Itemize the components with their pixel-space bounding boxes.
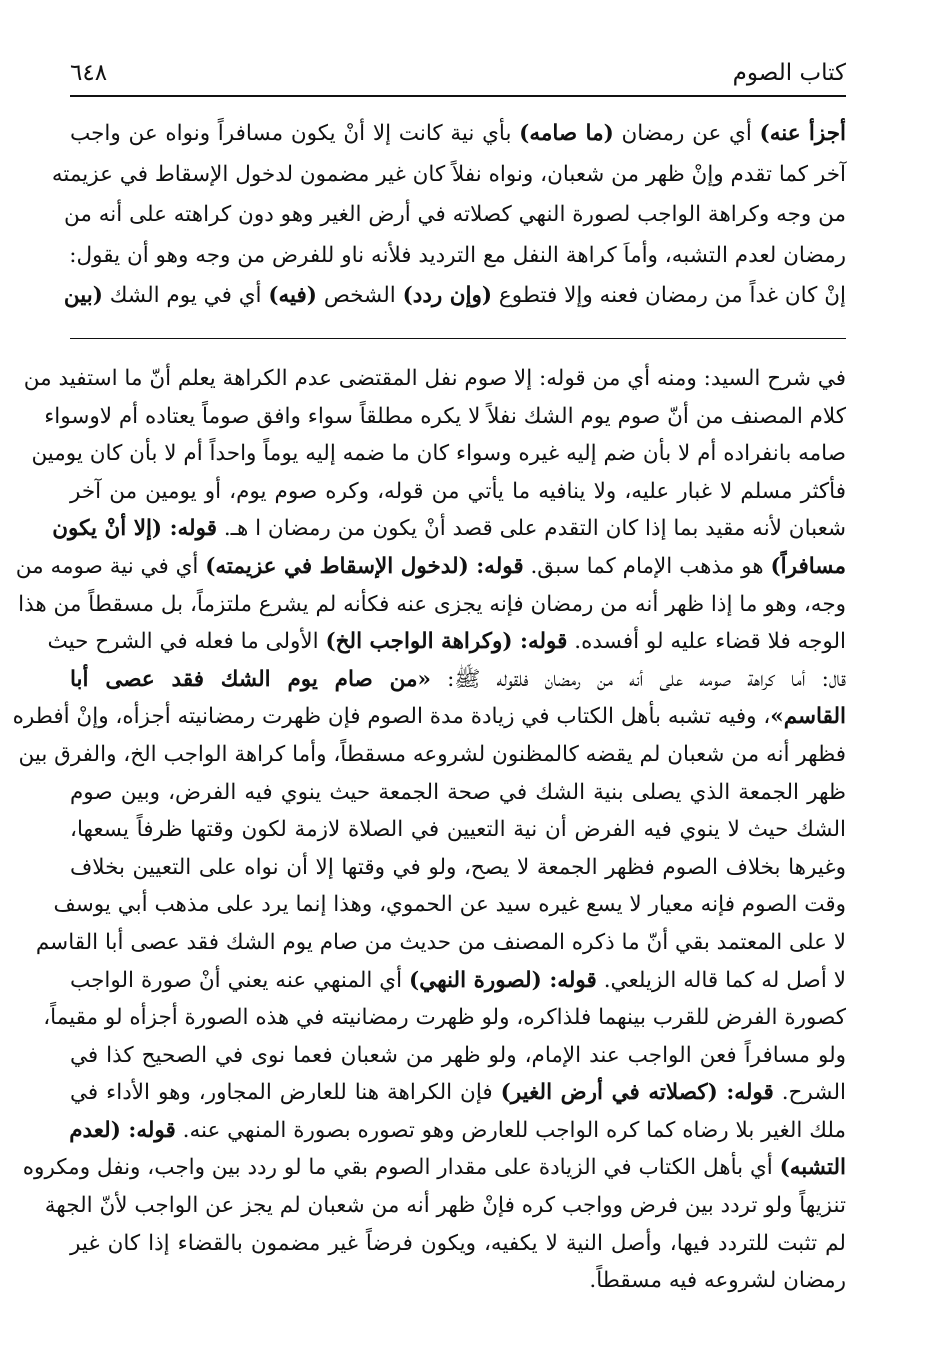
- bold-segment: (ما صامه): [519, 121, 614, 146]
- commentary-line: [44, 398, 846, 436]
- commentary-line: [70, 962, 846, 1000]
- text-segment: فظهر أنه من شعبان لم يقضه كالمظنون لشروعه مسقطاً، وأما كراهة الواجب الخ، والفرق بين: [18, 741, 846, 767]
- bold-segment: قوله: (لدخول الإسقاط في عزيمته): [205, 553, 524, 579]
- bold-segment: قوله: (إلا أنْ يكون: [52, 516, 217, 542]
- text-segment: رمضان لعدم التشبه، وأماَ كراهة النفل مع الترديد فلأنه ناو للفرض من وجه وهو أن يقول:: [69, 242, 846, 268]
- text-segment: أي المنهي عنه يعني أنْ صورة الواجب: [70, 967, 410, 993]
- text-segment: الشك حيث لا ينوي فيه الفرض أن نية التعيين في الصلاة لازمة لكون وقتها ظرفاً يسعها،: [70, 817, 846, 843]
- text-segment: هو مذهب الإمام كما سبق.: [523, 553, 771, 579]
- text-segment: تنزيهاً ولو تردد بين فرض وواجب كره فإنْ ظهر أنه من شعبان لم يجز عن الواجب لأنّ الجهة: [44, 1193, 846, 1219]
- text-segment: أي في يوم الشك: [102, 283, 269, 308]
- text-segment: وقت الصوم فإنه معيار لا يسع غيره سيد عن الحموي، وهذا إنما يرد على مذهب أبي يوسف: [53, 892, 846, 918]
- text-segment: فإن الكراهة هنا للعارض المجاور، وهو الأداء في: [70, 1080, 501, 1106]
- commentary-line: [53, 886, 846, 924]
- bold-segment: قوله: (لعدم: [69, 1117, 176, 1143]
- text-segment: إنْ كان غداً من رمضان فعنه وإلا فتطوع: [492, 283, 846, 308]
- bold-segment: قوله: (لصورة النهي): [409, 967, 597, 993]
- commentary-line: [70, 1112, 846, 1150]
- main-text-line: [51, 155, 846, 196]
- main-text-line: [63, 276, 846, 317]
- commentary-line: [43, 999, 846, 1037]
- text-segment: وجه، وهو ما إذا ظهر أنه من رمضان فإنه يجزى عنه فكأنه لم يشرع ملتزماً، بل مسقطاً من هذا: [18, 591, 846, 617]
- bold-segment: أجزأ عنه): [759, 121, 847, 146]
- bold-segment: قوله: (كصلاته في أرض الغير): [500, 1080, 774, 1106]
- book-page: [12, 0, 847, 1362]
- text-segment: الأولى ما فعله في الشرح حيث: [47, 629, 326, 655]
- text-segment: فأكثر مسلم لا غبار عليه، ولا ينافيه ما يأتي من قوله، وكره صوم يوم، أو يومين من آخر: [70, 478, 846, 504]
- text-segment: من وجه وكراهة الواجب لصورة النهي كصلاته في أرض الغير وهو دون كراهته على أنه من: [64, 202, 846, 227]
- commentary-line: [70, 774, 846, 812]
- header-rule: [70, 95, 846, 97]
- commentary-line: [23, 360, 846, 398]
- text-segment: كلام المصنف من أنّ صوم يوم الشك نفلاً لا يكره مطلقاً سواء وافق صوماً يعتاده أم لاوسواء: [44, 403, 846, 429]
- commentary-line: [70, 1262, 846, 1300]
- main-text: [51, 114, 847, 317]
- text-segment: في شرح السيد: ومنه أي من قوله: إلا صوم نفل المقتضى عدم الكراهة يعلم أنّ ما استفيد من: [23, 366, 846, 391]
- bold-segment: (بين: [63, 283, 103, 308]
- text-segment: ، وفيه تشبه بأهل الكتاب في زيادة مدة الصوم فإن ظهرت رمضانيته أجزأه، وإنْ أفطره: [12, 704, 771, 730]
- main-text-line: [64, 195, 846, 236]
- page-header: [70, 52, 846, 86]
- bold-segment: التشبه): [779, 1155, 846, 1181]
- text-segment: كصورة الفرض للقرب بينهما فلذاكره، ولو ظهرت رمضانيته في هذه الصورة أجزأه لو مقيماً،: [43, 1005, 846, 1031]
- text-segment: أي عن رمضان: [613, 121, 760, 146]
- bold-segment: «من صام يوم الشك فقد عصى أبا: [70, 666, 431, 692]
- text-segment: ظهر الجمعة الذي يصلى بنية الشك في صحة الجمعة حيث ينوي فيه الفرض، وبين صوم: [70, 779, 846, 805]
- text-segment: أي في نية صومه من: [15, 553, 206, 579]
- commentary-line: [18, 736, 846, 774]
- text-segment: الوجه فلا قضاء عليه لو أفسده.: [567, 629, 846, 655]
- bold-segment: (فيه): [268, 283, 317, 308]
- commentary-line: [12, 698, 846, 736]
- footnote-separator: [70, 338, 846, 339]
- commentary-text: [12, 360, 846, 1300]
- page-number: ٦٤٨: [70, 60, 108, 86]
- bold-segment: القاسم»: [770, 704, 846, 730]
- main-text-line: [70, 114, 846, 155]
- commentary-line: [70, 1074, 846, 1112]
- text-segment: ملك الغير بلا رضاه كما كره الواجب للعارض وهو تصوره بصورة المنهي عنه.: [175, 1117, 846, 1143]
- text-segment: قال: أما كراهة صومه على أنه من رمضان فلقوله ﷺ:: [430, 666, 846, 692]
- text-segment: أي بأهل الكتاب في الزيادة على مقدار الصوم بقي ما لو ردد بين واجب، ونفل ومكروه: [22, 1155, 780, 1181]
- text-segment: الشخص: [316, 283, 403, 308]
- commentary-line: [70, 849, 846, 887]
- commentary-line: [44, 1187, 846, 1225]
- commentary-line: [70, 1037, 846, 1075]
- commentary-line: [22, 1149, 846, 1187]
- bold-segment: مسافراً): [770, 553, 846, 579]
- text-segment: وغيرها بخلاف الصوم فظهر الجمعة لا يصح، ولو في وقتها إلا أن نواه على التعيين بخلاف: [70, 854, 846, 880]
- text-segment: لم تثبت للتردد فيها، وأصل النية لا يكفيه، ويكون فرضاً غير مضمون بالقضاء إذا كان غير: [70, 1230, 846, 1256]
- text-segment: بأي نية كانت إلا أنْ يكون مسافراً ونواه عن واجب: [70, 121, 520, 146]
- text-segment: ولو مسافراً فعن الواجب عند الإمام، ولو ظهر من شعبان فعما نوى في الصحيح كذا في: [70, 1042, 846, 1068]
- commentary-line: [31, 435, 846, 473]
- commentary-line: [35, 924, 846, 962]
- text-segment: رمضان لشروعه فيه مسقطاً.: [589, 1268, 846, 1294]
- text-segment: لا على المعتمد بقي أنّ ما ذكره المصنف من حديث من صام يوم الشك فقد عصى أبا القاسم: [35, 929, 846, 955]
- bold-segment: (وإن ردد): [402, 283, 493, 308]
- commentary-line: [70, 473, 846, 511]
- commentary-line: [70, 1225, 846, 1263]
- main-text-line: [70, 236, 846, 277]
- text-segment: شعبان لأنه مقيد بما إذا كان التقدم على قصد أنْ يكون من رمضان ا هـ.: [216, 516, 846, 542]
- text-segment: الشرح.: [773, 1080, 846, 1106]
- bold-segment: قوله: (وكراهة الواجب الخ): [325, 629, 568, 655]
- commentary-line: [70, 811, 846, 849]
- text-segment: صامه بانفراده أم لا بأن ضم إليه غيره وسواء كان ما ضمه إليه يوماً واحداً أم لا بأن كان يومين: [31, 441, 846, 467]
- text-segment: آخر كما تقدم وإنْ ظهر من شعبان، ونواه نفلاً كان غير مضمون لدخول الإسقاط في عزيمته: [51, 161, 846, 187]
- commentary-line: [70, 661, 846, 699]
- commentary-line: [52, 510, 846, 548]
- text-segment: لا أصل له كما قاله الزيلعي.: [596, 967, 846, 993]
- commentary-line: [15, 548, 846, 586]
- running-title: كتاب الصوم: [732, 60, 846, 86]
- commentary-line: [47, 623, 846, 661]
- commentary-line: [18, 586, 846, 624]
